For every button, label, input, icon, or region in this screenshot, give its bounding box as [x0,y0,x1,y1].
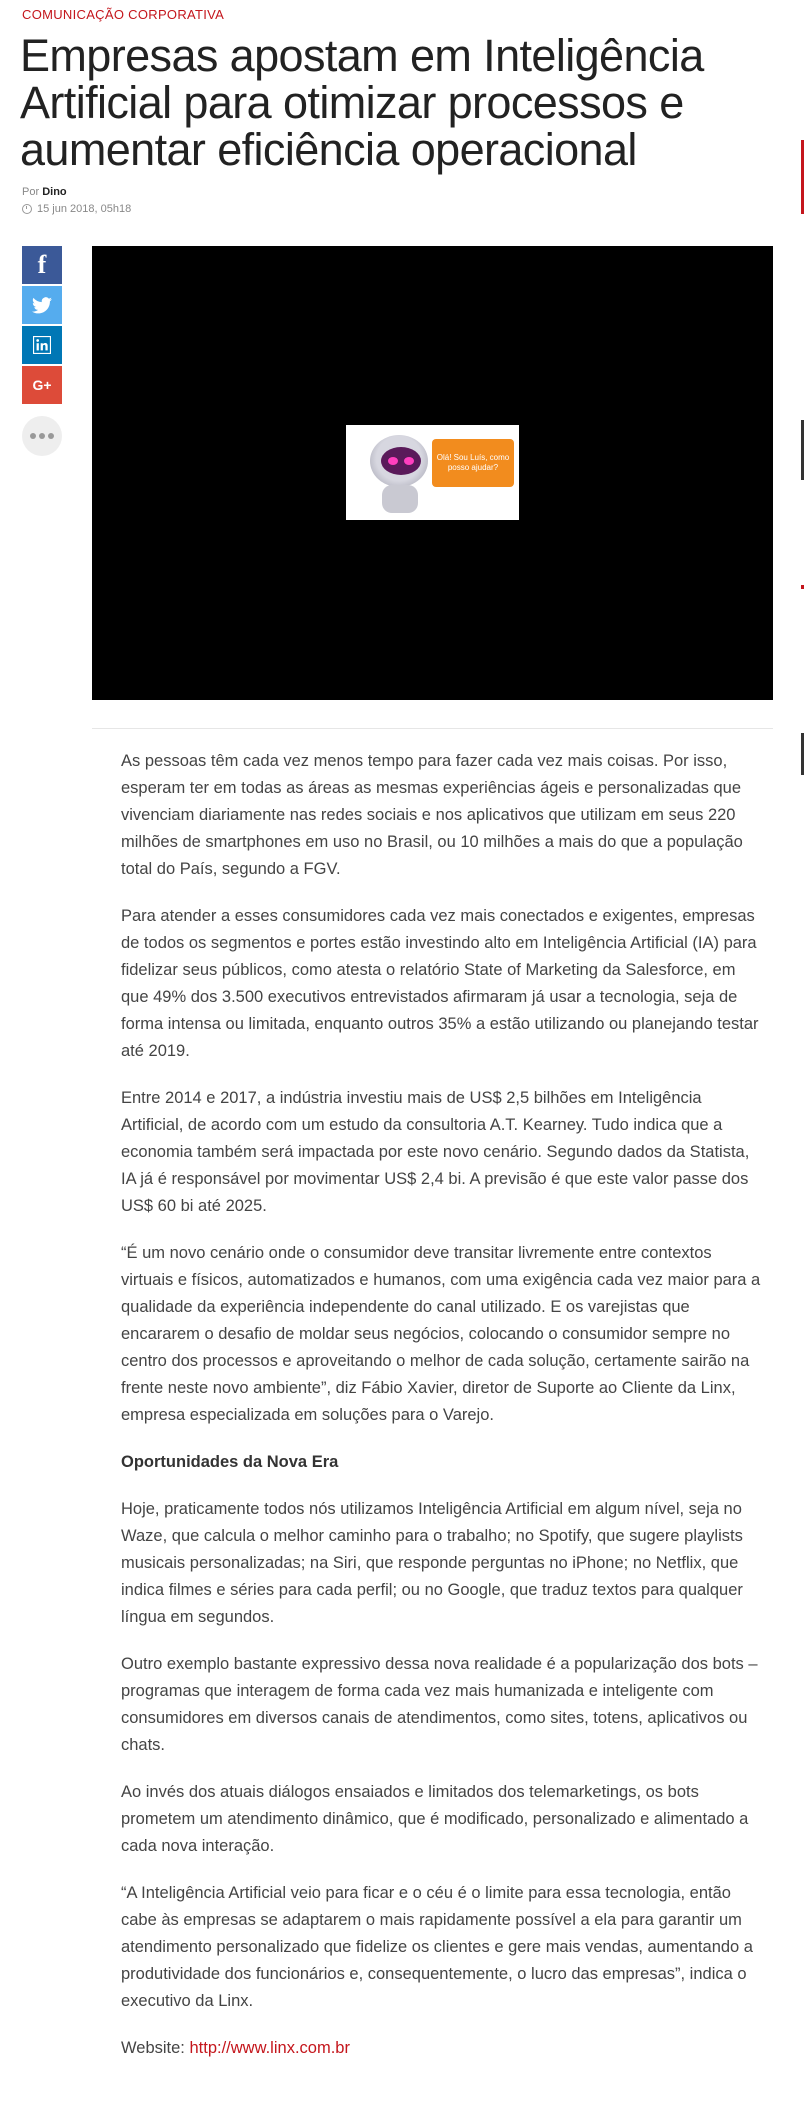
article-paragraph: As pessoas têm cada vez menos tempo para fazer cada vez mais coisas. Por isso, esperam ter em todas as áreas as mesmas experiências ágeis e personalizadas que vivenciam diariamente nas redes sociais e nos aplicativos que utilizam em seus 220 milhões de smartphones em uso no Brasil, ou 10 milhões a mais do que a população total do País, segundo a FGV. [121,752,743,878]
article-paragraph: “A Inteligência Artificial veio para ficar e o céu é o limite para essa tecnologia, então cabe às empresas se adaptarem o mais rapidamente possível a ela para garantir um atendimento personalizado que fidelize os clientes e gere mais vendas, aumentando a produtividade dos funcionários e, consequentemente, o lucro das empresas”, indica o executivo da Linx. [121,1884,753,2010]
video-poster [346,425,519,520]
article-paragraph: Entre 2014 e 2017, a indústria investiu mais de US$ 2,5 bilhões em Inteligência Artificial, de acordo com um estudo da consultoria A.T. Kearney. Tudo indica que a economia também será impactada por este novo cenário. Segundo dados da Statista, IA já é responsável por movimentar US$ 2,4 bi. A previsão é que este valor passe dos US$ 60 bi até 2025. [121,1089,750,1215]
linkedin-icon [33,336,51,354]
googleplus-icon: G+ [32,377,52,393]
article-paragraph: Para atender a esses consumidores cada vez mais conectados e exigentes, empresas de todos os segmentos e portes estão investindo alto em Inteligência Artificial (IA) para fidelizar seus públicos, como atesta o relatório State of Marketing da Salesforce, em que 49% dos 3.500 executivos entrevistados afirmaram já usar a tecnologia, seja de forma intensa ou limitada, enquanto outros 35% a estão utilizando ou planejando testar até 2019. [121,907,759,1060]
date-text: 15 jun 2018, 05h18 [37,203,132,215]
robot-face [381,447,421,475]
linkedin-share-button[interactable] [22,326,62,364]
website-link[interactable]: http://www.linx.com.br [189,2039,350,2057]
website-label: Website: [121,2039,185,2057]
article-paragraph: Hoje, praticamente todos nós utilizamos Inteligência Artificial em algum nível, seja no Waze, que calcula o melhor caminho para o trabalho; no Spotify, que sugere playlists musicais personalizadas; na Siri, que responde perguntas no iPhone; no Netflix, que indica filmes e séries para cada perfil; ou no Google, que traduz textos para qualquer língua em segundos. [121,1500,743,1626]
twitter-share-button[interactable] [22,286,62,324]
facebook-icon: f [37,250,47,279]
robot-body [382,485,418,513]
clock-icon [22,204,32,214]
more-dot-icon [30,433,36,439]
article-paragraph: Outro exemplo bastante expressivo dessa nova realidade é a popularização dos bots – programas que interagem de forma cada vez mais humanizada e inteligente com consumidores em diversos canais de atendimentos, como sites, totens, aplicativos ou chats. [121,1655,758,1754]
twitter-icon [32,297,52,314]
website-line [121,2035,761,2062]
share-bar [22,246,62,456]
byline [22,186,67,198]
more-dot-icon [48,433,54,439]
facebook-share-button[interactable] [22,246,62,284]
author-link[interactable]: Dino [42,186,67,198]
video-player[interactable] [92,246,773,700]
page-title: Empresas apostam em Inteligência Artificial para otimizar processos e aumentar eficiência operacional [20,30,704,175]
googleplus-share-button[interactable] [22,366,62,404]
robot-eye-left [388,457,398,465]
article-paragraph: “É um novo cenário onde o consumidor deve transitar livremente entre contextos virtuais e físicos, automatizados e humanos, com uma exigência cada vez maior para a qualidade da experiência independente do canal utilizado. E os varejistas que encararem o desafio de moldar seus negócios, colocando o consumidor sempre no centro dos processos e aproveitando o melhor de cada solução, certamente sairão na frente neste novo ambiente”, diz Fábio Xavier, diretor de Suporte ao Cliente da Linx, empresa especializada em soluções para o Varejo. [121,1244,761,1424]
article-body [121,748,761,2082]
divider [92,728,773,729]
more-share-button[interactable] [22,416,62,456]
robot-eye-right [404,457,414,465]
article-subheading: Oportunidades da Nova Era [121,1453,339,1471]
byline-prefix: Por [22,186,40,198]
more-dot-icon [39,433,45,439]
article-paragraph: Ao invés dos atuais diálogos ensaiados e limitados dos telemarketings, os bots prometem um atendimento dinâmico, que é modificado, personalizado e alimentado a cada nova interação. [121,1783,749,1855]
publish-date [22,203,131,215]
category-label[interactable]: COMUNICAÇÃO CORPORATIVA [22,7,225,22]
speech-bubble: Olá! Sou Luís, como posso ajudar? [432,439,514,487]
